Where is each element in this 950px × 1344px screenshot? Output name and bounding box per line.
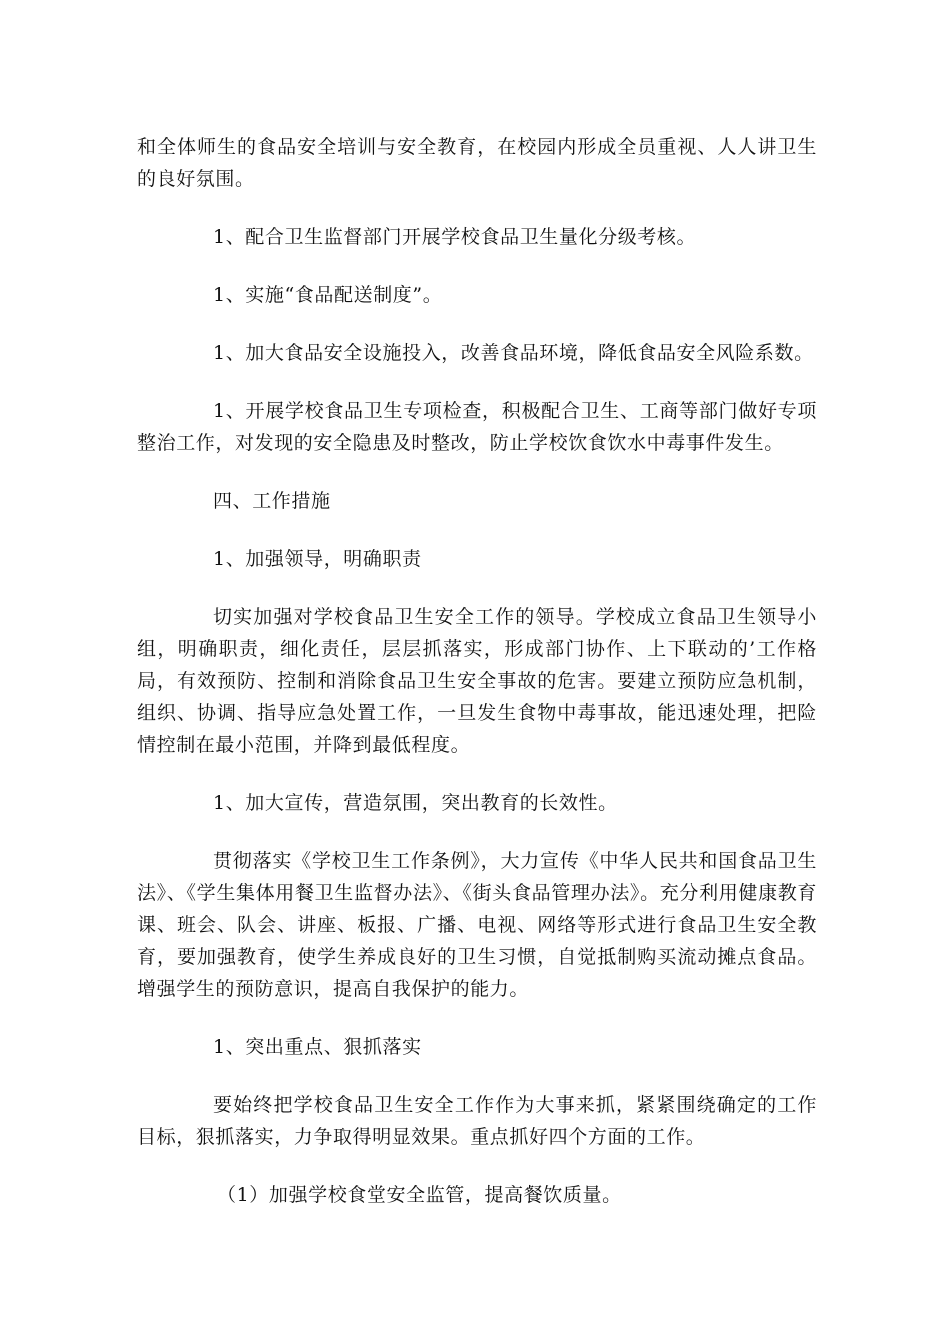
paragraph-continuation: 和全体师生的食品安全培训与安全教育，在校园内形成全员重视、人人讲卫生的良好氛围。 (137, 136, 817, 190)
section-heading: 四、工作措施 (213, 490, 331, 512)
paragraph-item: 1、开展学校食品卫生专项检查，积极配合卫生、工商等部门做好专项整治工作，对发现的安全隐患及时整改，防止学校饮食饮水中毒事件发生。 (137, 400, 817, 454)
subsection-heading: 1、突出重点、狠抓落实 (213, 1036, 422, 1058)
paragraph-body: 贯彻落实《学校卫生工作条例》，大力宣传《中华人民共和国食品卫生法》、《学生集体用餐卫生监督办法》、《街头食品管理办法》。充分利用健康教育课、班会、队会、讲座、板报、广播、电视、网络等形式进行食品卫生安全教育，要加强教育，使学生养成良好的卫生习惯，自觉抵制购买流动摊点食品。增强学生的预防意识，提高自我保护的能力。 (137, 850, 817, 1000)
subsection-heading: 1、加强领导，明确职责 (213, 548, 422, 570)
paragraph-item: 1、实施“食品配送制度”。 (213, 284, 443, 306)
paragraph-item: 1、加大食品安全设施投入，改善食品环境，降低食品安全风险系数。 (213, 342, 814, 364)
paragraph-body: 切实加强对学校食品卫生安全工作的领导。学校成立食品卫生领导小组，明确职责，细化责任，层层抓落实，形成部门协作、上下联动的’工作格局，有效预防、控制和消除食品卫生安全事故的危害。要建立预防应急机制，组织、协调、指导应急处置工作，一旦发生食物中毒事故，能迅速处理，把险情控制在最小范围，并降到最低程度。 (137, 606, 817, 756)
paragraph-item: 1、配合卫生监督部门开展学校食品卫生量化分级考核。 (213, 226, 697, 248)
paragraph-item: （1）加强学校食堂安全监管，提高餐饮质量。 (217, 1184, 622, 1206)
subsection-heading: 1、加大宣传，营造氛围，突出教育的长效性。 (213, 792, 618, 814)
document-body (137, 131, 817, 1211)
paragraph-body: 要始终把学校食品卫生安全工作作为大事来抓，紧紧围绕确定的工作目标，狠抓落实，力争取得明显效果。重点抓好四个方面的工作。 (137, 1094, 817, 1148)
